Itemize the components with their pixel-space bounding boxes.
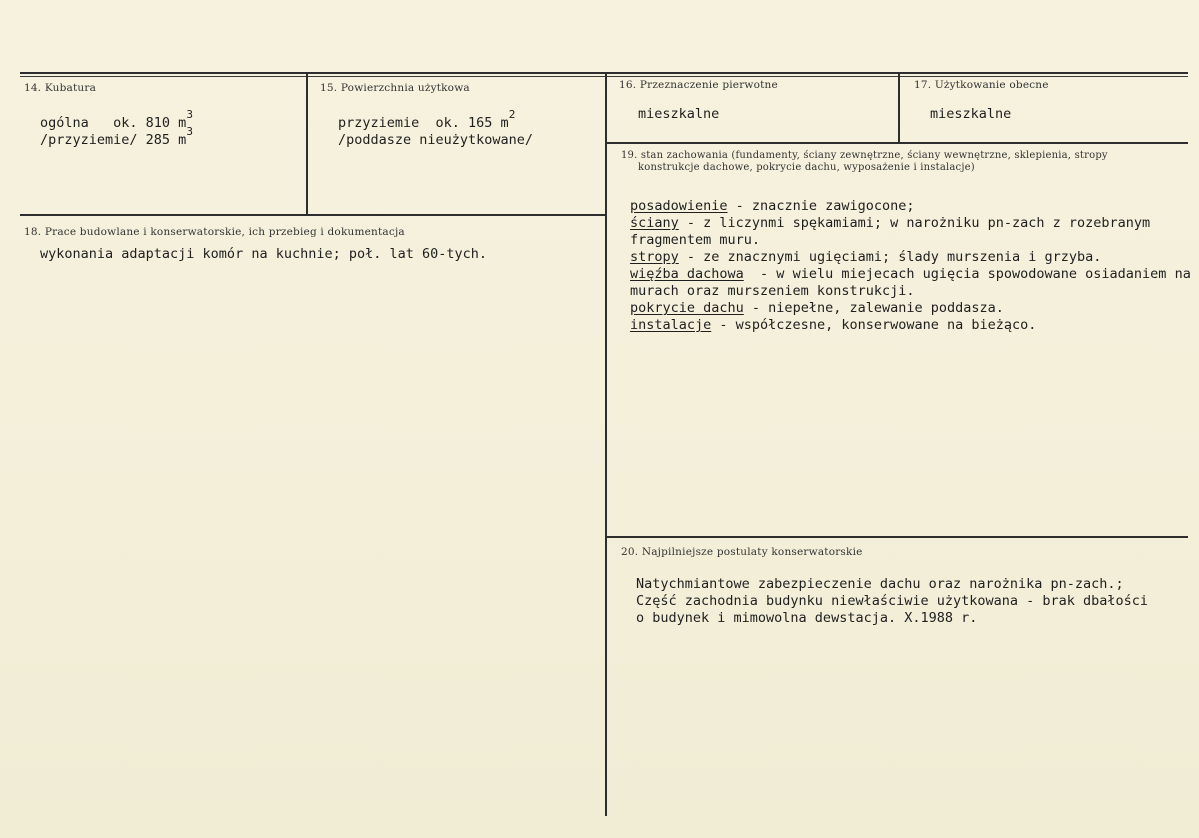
field-14-label: 14. Kubatura — [24, 82, 97, 94]
field-15-line1-exponent: 2 — [508, 108, 516, 121]
field-18-label: 18. Prace budowlane i konserwatorskie, ich przebieg i dokumentacja — [24, 226, 405, 238]
f19-text: - z liczynmi spękamiami; w narożniku pn-zach z rozebranym — [678, 215, 1151, 231]
field-19-items — [630, 198, 1191, 334]
field-14-line1: ogólna ok. 810 m — [40, 115, 187, 131]
f19-text: - w wielu miejecach ugięcia spowodowane osiadaniem na — [743, 266, 1191, 282]
f19-term: posadowienie — [630, 198, 728, 214]
f19-term: więźba dachowa — [630, 266, 744, 282]
field-14-line2: /przyziemie/ 285 m — [40, 132, 187, 148]
field-17-label: 17. Użytkowanie obecne — [914, 79, 1049, 91]
f19-item — [630, 266, 1191, 283]
f19-term: instalacje — [630, 317, 712, 333]
top-border — [20, 72, 1188, 74]
f19-item — [630, 283, 1191, 300]
divider-14-15 — [306, 74, 308, 216]
f19-text: - znacznie zawigocone; — [727, 198, 915, 214]
f19-term: stropy — [630, 249, 679, 265]
f19-item — [630, 300, 1191, 317]
field-14-line2-exponent: 3 — [186, 125, 193, 138]
divider-16-17 — [898, 74, 900, 142]
field-14-value — [40, 108, 193, 149]
f20-line: o budynek i mimowolna dewstacja. X.1988 r. — [636, 610, 978, 626]
f19-text: fragmentem muru. — [630, 232, 761, 248]
f20-line: Część zachodnia budynku niewłaściwie użytkowana - brak dbałości — [636, 593, 1149, 609]
field-20-lines — [636, 576, 1148, 627]
row-divider-18 — [20, 214, 606, 216]
f19-text: - ze znacznymi ugięciami; ślady murszenia i grzyba. — [678, 249, 1102, 265]
field-14-line1-exponent: 3 — [186, 108, 193, 121]
field-20-label: 20. Najpilniejsze postulaty konserwatorskie — [621, 546, 863, 558]
field-17-value: mieszkalne — [930, 106, 1012, 122]
f19-text: - współczesne, konserwowane na bieżąco. — [711, 317, 1037, 333]
f19-item — [630, 249, 1191, 266]
f19-item — [630, 198, 1191, 215]
f19-item — [630, 317, 1191, 334]
f19-term: pokrycie dachu — [630, 300, 744, 316]
field-15-line2: /poddasze nieużytkowane/ — [338, 132, 534, 148]
f19-item — [630, 232, 1191, 249]
top-border-inner — [20, 76, 1188, 77]
f19-text: murach oraz murszeniem konstrukcji. — [630, 283, 915, 299]
field-15-value — [338, 108, 534, 149]
field-16-label: 16. Przeznaczenie pierwotne — [619, 79, 778, 91]
field-19-label-line2: konstrukcje dachowe, pokrycie dachu, wyposażenie i instalacje) — [638, 162, 975, 173]
f20-line: Natychmiantowe zabezpieczenie dachu oraz narożnika pn-zach.; — [636, 576, 1124, 592]
field-15-line1: przyziemie ok. 165 m — [338, 115, 509, 131]
main-column-divider — [605, 74, 607, 816]
field-18-value: wykonania adaptacji komór na kuchnie; poł. lat 60-tych. — [40, 246, 488, 262]
field-16-value: mieszkalne — [638, 106, 720, 122]
f19-item — [630, 215, 1191, 232]
row-divider-20 — [606, 536, 1188, 538]
f19-term: ściany — [630, 215, 679, 231]
field-15-label: 15. Powierzchnia użytkowa — [320, 82, 470, 94]
field-19-label-line1: 19. stan zachowania (fundamenty, ściany zewnętrzne, ściany wewnętrzne, sklepienia, stropy — [621, 150, 1108, 161]
f19-text: - niepełne, zalewanie poddasza. — [743, 300, 1004, 316]
row-divider-19 — [606, 142, 1188, 144]
